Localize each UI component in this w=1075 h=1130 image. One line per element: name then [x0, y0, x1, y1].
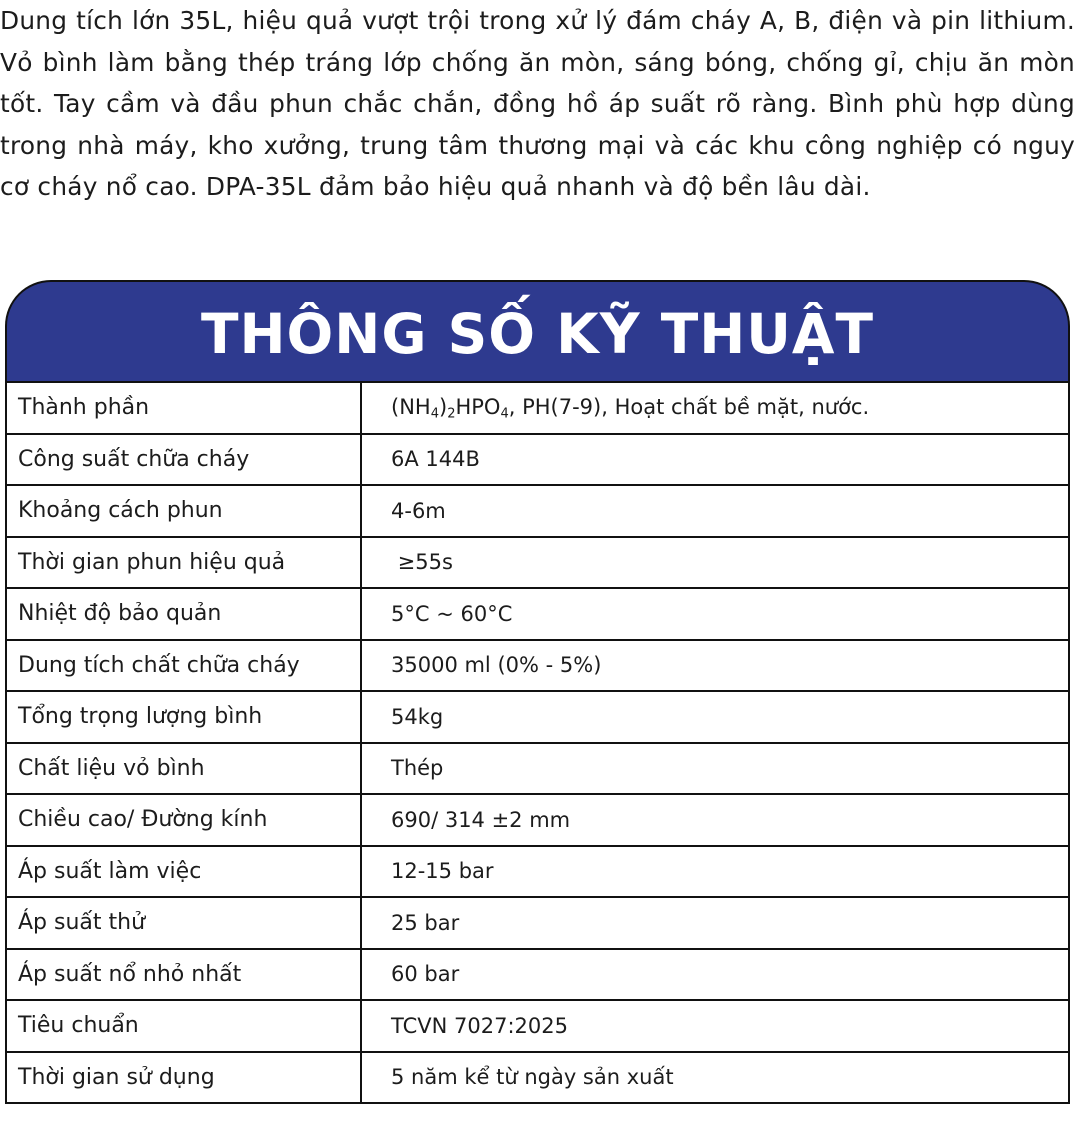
table-row	[6, 1052, 1069, 1104]
formula-part: HPO	[455, 394, 501, 419]
spec-label: Thời gian sử dụng	[6, 1052, 361, 1104]
spec-value: 4-6m	[361, 485, 1069, 537]
table-row	[6, 537, 1069, 589]
spec-label: Áp suất làm việc	[6, 846, 361, 898]
spec-label: Chất liệu vỏ bình	[6, 743, 361, 795]
table-row	[6, 640, 1069, 692]
table-row	[6, 949, 1069, 1001]
formula-part: , PH(7-9), Hoạt chất bề mặt, nước.	[508, 394, 870, 419]
table-row	[6, 485, 1069, 537]
formula-part: )	[438, 394, 448, 419]
spec-label: Chiều cao/ Đường kính	[6, 794, 361, 846]
formula-subscript: 4	[430, 405, 439, 421]
spec-value: 6A 144B	[361, 434, 1069, 486]
spec-value: ≥55s	[361, 537, 1069, 589]
spec-label: Khoảng cách phun	[6, 485, 361, 537]
formula-subscript: 4	[500, 405, 509, 421]
spec-header	[5, 280, 1070, 381]
table-row	[6, 743, 1069, 795]
table-row	[6, 1000, 1069, 1052]
spec-value: 12-15 bar	[361, 846, 1069, 898]
table-row	[6, 691, 1069, 743]
table-row	[6, 588, 1069, 640]
formula-subscript: 2	[447, 405, 456, 421]
spec-value: 54kg	[361, 691, 1069, 743]
spec-value: 5°C ~ 60°C	[361, 588, 1069, 640]
spec-label: Tổng trọng lượng bình	[6, 691, 361, 743]
spec-value: Thép	[361, 743, 1069, 795]
spec-label: Công suất chữa cháy	[6, 434, 361, 486]
intro-paragraph: Dung tích lớn 35L, hiệu quả vượt trội trong xử lý đám cháy A, B, điện và pin lithium. Vỏ bình làm bằng thép tráng lớp chống ăn mòn, sáng bóng, chống gỉ, chịu ăn mòn tốt. Tay cầm và đầu phun chắc chắn, đồng hồ áp suất rõ ràng. Bình phù hợp dùng trong nhà máy, kho xưởng, trung tâm thương mại và các khu công nghiệp có nguy cơ cháy nổ cao. DPA-35L đảm bảo hiệu quả nhanh và độ bền lâu dài.	[0, 6, 1075, 201]
spec-value: 5 năm kể từ ngày sản xuất	[361, 1052, 1069, 1104]
spec-label: Áp suất nổ nhỏ nhất	[6, 949, 361, 1001]
spec-label: Dung tích chất chữa cháy	[6, 640, 361, 692]
formula-part: (NH	[391, 394, 431, 419]
spec-label: Thời gian phun hiệu quả	[6, 537, 361, 589]
spec-value-composition	[361, 382, 1069, 434]
spec-label: Áp suất thử	[6, 897, 361, 949]
spec-table	[5, 381, 1070, 1104]
spec-label: Nhiệt độ bảo quản	[6, 588, 361, 640]
spec-panel	[5, 280, 1070, 1104]
table-row	[6, 897, 1069, 949]
spec-value: 25 bar	[361, 897, 1069, 949]
table-row-composition	[6, 382, 1069, 434]
spec-value: 690/ 314 ±2 mm	[361, 794, 1069, 846]
table-row	[6, 794, 1069, 846]
table-row	[6, 846, 1069, 898]
spec-value: 35000 ml (0% - 5%)	[361, 640, 1069, 692]
spec-title: THÔNG SỐ KỸ THUẬT	[200, 301, 875, 366]
table-row	[6, 434, 1069, 486]
spec-label: Thành phần	[6, 382, 361, 434]
spec-value: TCVN 7027:2025	[361, 1000, 1069, 1052]
spec-label: Tiêu chuẩn	[6, 1000, 361, 1052]
spec-value: 60 bar	[361, 949, 1069, 1001]
